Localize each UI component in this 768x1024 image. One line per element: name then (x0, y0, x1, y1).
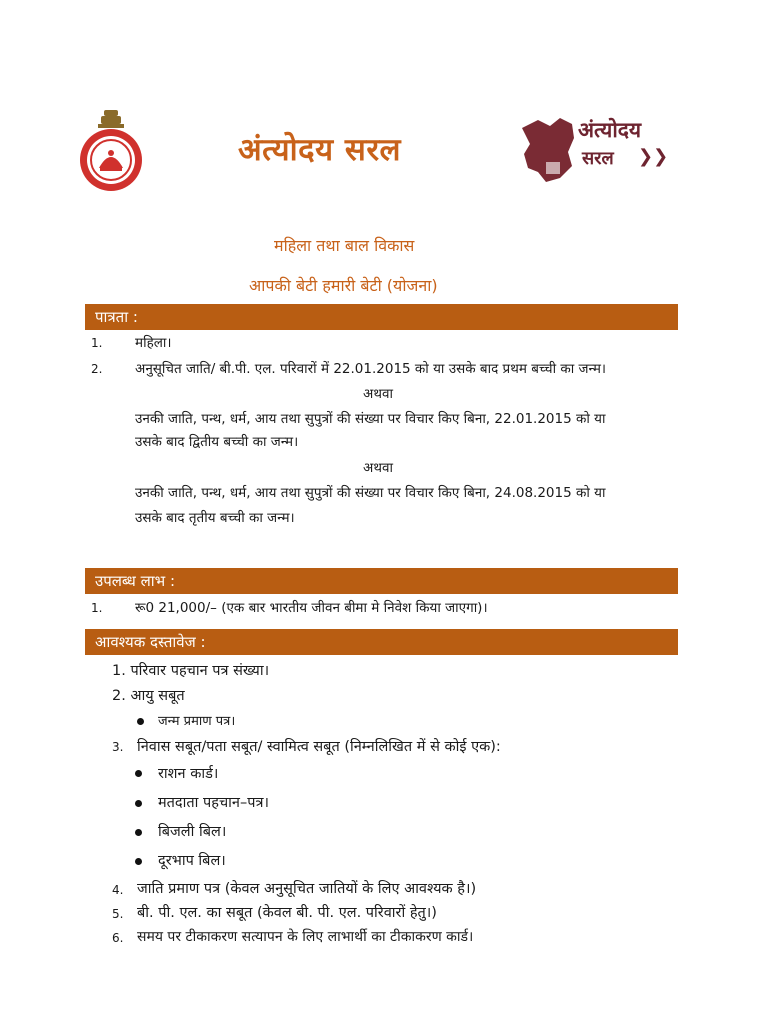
bullet-icon (137, 718, 144, 725)
list-number: 2. (91, 362, 103, 376)
list-item-text: उनकी जाति, पन्थ, धर्म, आय तथा सुपुत्रों की संख्या पर विचार किए बिना, 22.01.2015 को या (135, 411, 606, 427)
list-item: जाति प्रमाण पत्र (केवल अनुसूचित जातियों के लिए आवश्यक है।) (137, 881, 477, 897)
list-item-text: उनकी जाति, पन्थ, धर्म, आय तथा सुपुत्रों की संख्या पर विचार किए बिना, 24.08.2015 को या (135, 485, 606, 501)
list-item: अनुसूचित जाति/ बी.पी. एल. परिवारों में 22.01.2015 को या उसके बाद प्रथम बच्ची का जन्म। (135, 361, 607, 377)
list-number: 1. (91, 601, 103, 615)
sub-list-item: बिजली बिल। (158, 824, 227, 840)
bullet-icon (135, 770, 142, 777)
sub-list-item: दूरभाप बिल। (158, 853, 226, 869)
bullet-icon (135, 800, 142, 807)
list-number: 4. (112, 883, 124, 897)
or-separator: अथवा (363, 386, 393, 402)
list-item-text: उसके बाद तृतीय बच्ची का जन्म। (135, 510, 295, 526)
sub-list-item: जन्म प्रमाण पत्र। (158, 714, 236, 729)
chevron-right-icon: ❯❯ (638, 146, 669, 167)
list-item-text: उसके बाद द्वितीय बच्ची का जन्म। (135, 434, 299, 450)
logo-text-line2: सरल (582, 148, 614, 169)
scheme-title: आपकी बेटी हमारी बेटी (योजना) (249, 276, 438, 295)
list-item: 2. आयु सबूत (112, 688, 185, 704)
list-number: 5. (112, 907, 124, 921)
bullet-icon (135, 858, 142, 865)
eligibility-heading: पात्रता : (85, 304, 678, 330)
list-item: 1. परिवार पहचान पत्र संख्या। (112, 663, 270, 679)
list-item: समय पर टीकाकरण सत्यापन के लिए लाभार्थी का टीकाकरण कार्ड। (137, 929, 474, 945)
list-item: बी. पी. एल. का सबूत (केवल बी. पी. एल. परिवारों हेतु।) (137, 905, 437, 921)
logo-text-line1: अंत्योदय (578, 118, 642, 142)
list-item: महिला। (135, 335, 172, 351)
list-number: 6. (112, 931, 124, 945)
benefits-heading: उपलब्ध लाभ : (85, 568, 678, 594)
department-title: महिला तथा बाल विकास (274, 236, 415, 255)
bullet-icon (135, 829, 142, 836)
sub-list-item: राशन कार्ड। (158, 766, 219, 782)
list-item: निवास सबूत/पता सबूत/ स्वामित्व सबूत (निम्नलिखित में से कोई एक): (137, 739, 501, 755)
documents-heading: आवश्यक दस्तावेज : (85, 629, 678, 655)
list-number: 3. (112, 740, 124, 754)
list-number: 1. (91, 336, 103, 350)
or-separator: अथवा (363, 460, 393, 476)
haryana-government-seal-icon (76, 108, 146, 192)
list-item: रू0 21,000/– (एक बार भारतीय जीवन बीमा मे निवेश किया जाएगा)। (135, 600, 488, 616)
brand-title: अंत्योदय सरल (238, 132, 402, 168)
sub-list-item: मतदाता पहचान–पत्र। (158, 795, 269, 811)
